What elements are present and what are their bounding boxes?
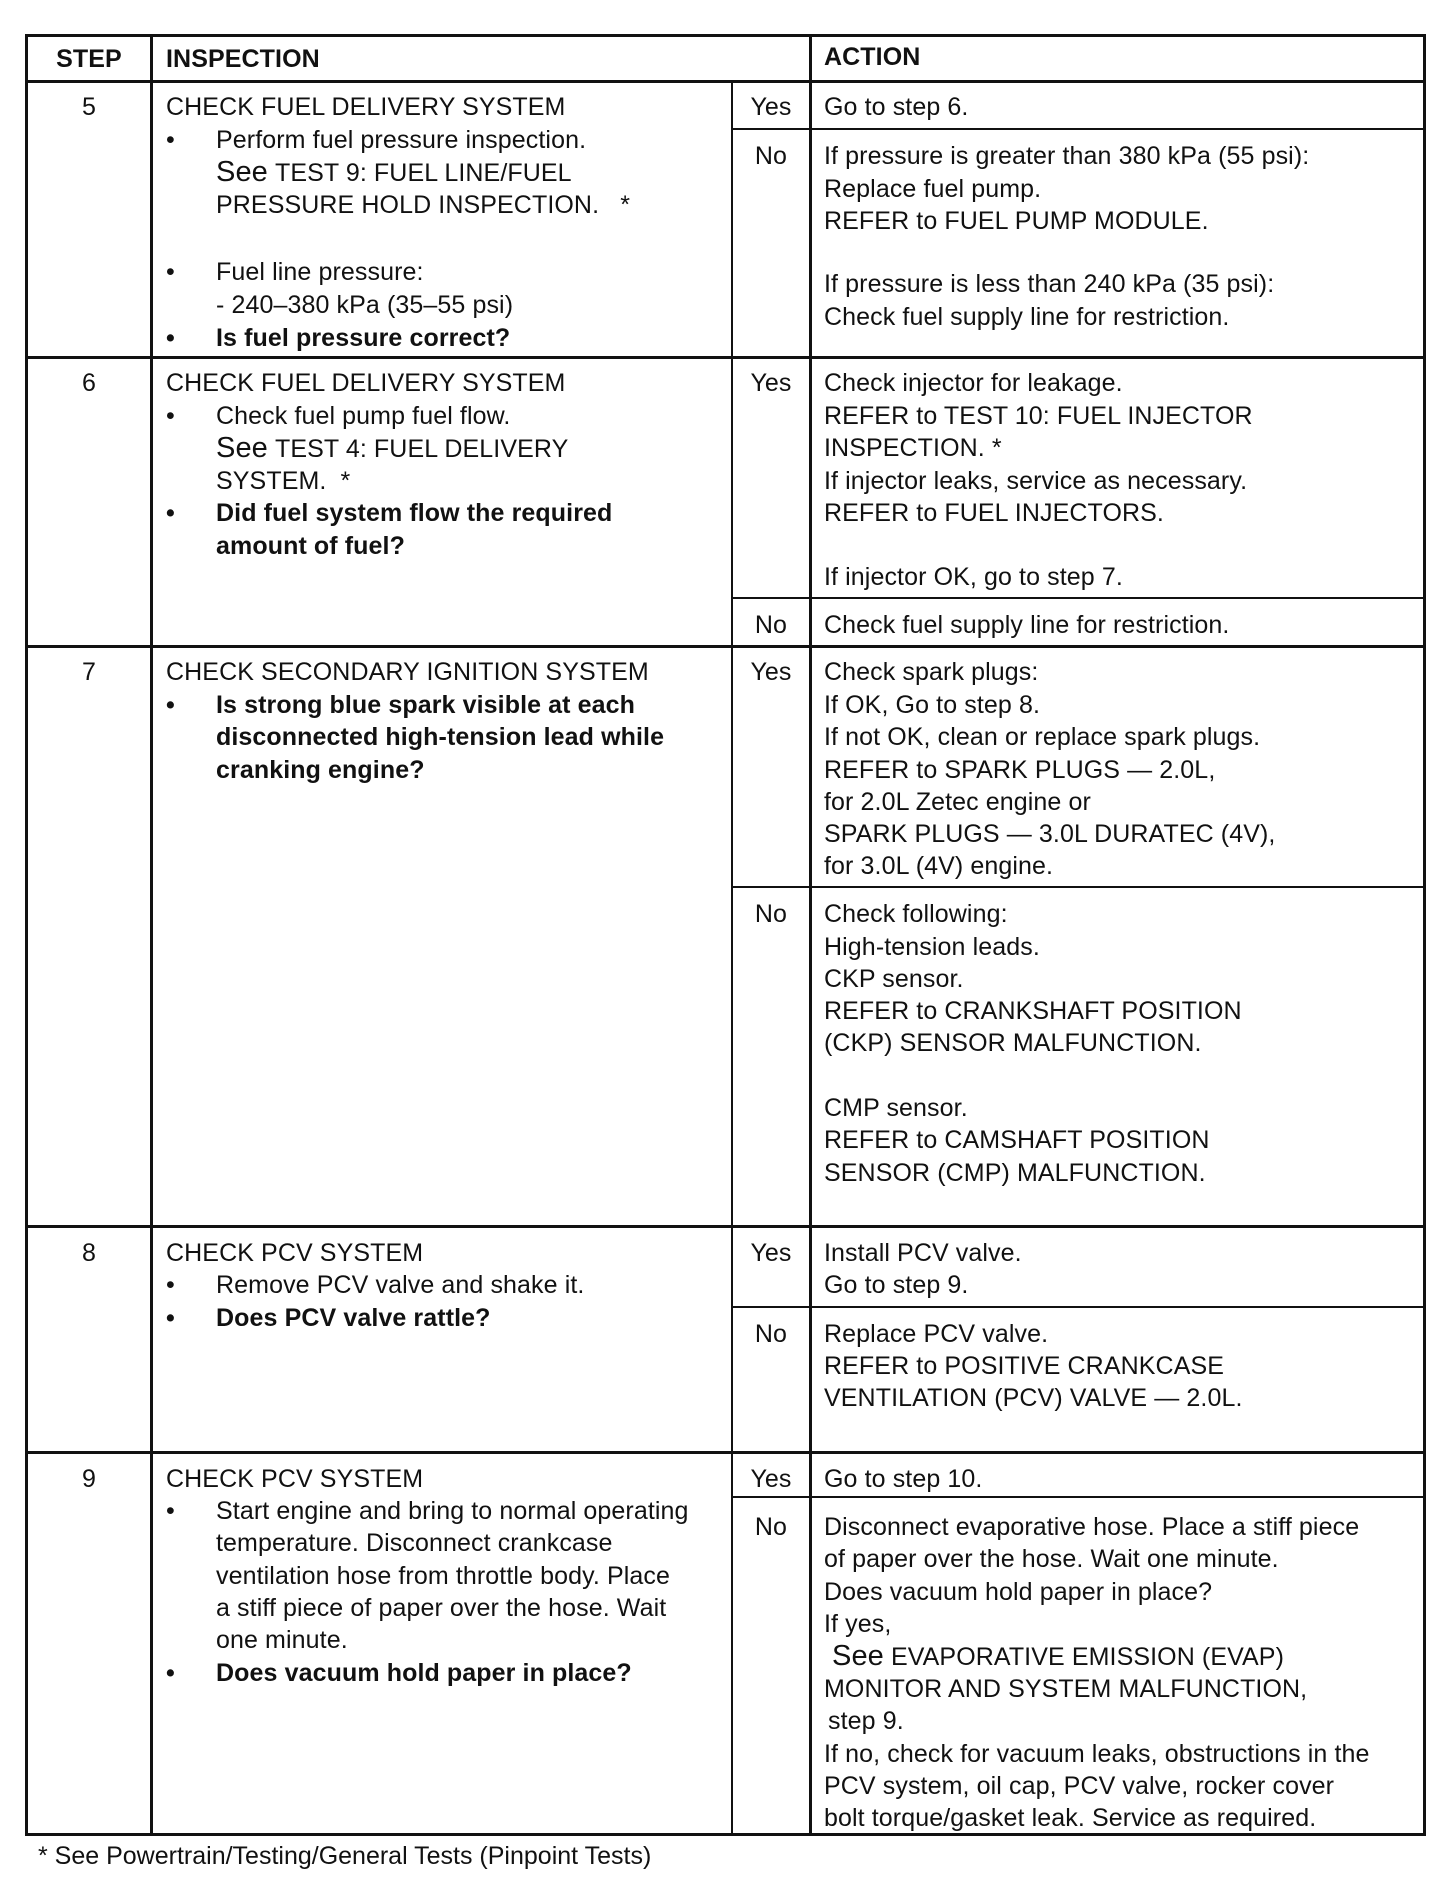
bullet-mark: • — [166, 1659, 175, 1687]
row-divider — [25, 356, 1426, 359]
action-line: Replace PCV valve. — [824, 1320, 1049, 1348]
bullet-question — [166, 689, 635, 722]
action-line: Go to step 9. — [824, 1271, 969, 1299]
bullet-item — [166, 1495, 689, 1528]
action-line: step 9. — [828, 1707, 904, 1735]
bullet-mark: • — [166, 324, 175, 352]
action-line: REFER to FUEL INJECTORS. — [824, 499, 1164, 527]
step-title: CHECK FUEL DELIVERY SYSTEM — [166, 369, 566, 397]
action-line: If injector OK, go to step 7. — [824, 563, 1123, 591]
no-label: No — [754, 1320, 788, 1348]
action-line: Check following: — [824, 900, 1008, 928]
action-text: Check fuel supply line for restriction. — [824, 611, 1230, 639]
step-title: CHECK FUEL DELIVERY SYSTEM — [166, 93, 566, 121]
step-title: CHECK PCV SYSTEM — [166, 1465, 424, 1493]
action-line: for 2.0L Zetec engine or — [824, 788, 1091, 816]
action-line: bolt torque/gasket leak. Service as required. — [824, 1804, 1317, 1832]
header-inspection: INSPECTION — [166, 45, 320, 73]
s8-yes-divider — [731, 1306, 1426, 1308]
action-text: Go to step 10. — [824, 1465, 983, 1493]
bullet-text: a stiff piece of paper over the hose. Wait — [216, 1594, 667, 1622]
action-line: INSPECTION. * — [824, 434, 1002, 462]
action-text: Go to step 6. — [824, 93, 969, 121]
see-word: See — [832, 1640, 884, 1672]
bullet-text: one minute. — [216, 1626, 348, 1654]
action-line: SPARK PLUGS — 3.0L DURATEC (4V), — [824, 820, 1276, 848]
question-text: Does vacuum hold paper in place? — [216, 1659, 632, 1687]
step-number: 9 — [81, 1465, 96, 1493]
no-label: No — [754, 1513, 788, 1541]
s7-yes-divider — [731, 886, 1426, 888]
yes-label: Yes — [750, 1239, 792, 1267]
question-text: cranking engine? — [216, 756, 425, 784]
no-label: No — [754, 142, 788, 170]
action-line: If OK, Go to step 8. — [824, 691, 1040, 719]
test-reference — [166, 465, 350, 498]
header-step: STEP — [56, 45, 122, 73]
bullet-text: Check fuel pump fuel flow. — [216, 402, 511, 430]
action-line: REFER to TEST 10: FUEL INJECTOR — [824, 402, 1253, 430]
action-line: MONITOR AND SYSTEM MALFUNCTION, — [824, 1675, 1308, 1703]
row-divider — [25, 1225, 1426, 1228]
action-line: REFER to CAMSHAFT POSITION — [824, 1126, 1210, 1154]
action-line: REFER to CRANKSHAFT POSITION — [824, 997, 1242, 1025]
bullet-mark: • — [166, 1271, 175, 1299]
step-number: 7 — [81, 658, 96, 686]
bullet-mark: • — [166, 1497, 175, 1525]
action-line: REFER to FUEL PUMP MODULE. — [824, 207, 1209, 235]
s9-yes-divider — [731, 1496, 1426, 1498]
step-number: 6 — [81, 369, 96, 397]
action-line: VENTILATION (PCV) VALVE — 2.0L. — [824, 1384, 1243, 1412]
yes-label: Yes — [750, 1465, 792, 1493]
test-reference — [832, 1640, 1284, 1674]
step-title: CHECK PCV SYSTEM — [166, 1239, 424, 1267]
spec-value: - 240–380 kPa (35–55 psi) — [216, 291, 514, 319]
action-line: If injector leaks, service as necessary. — [824, 467, 1248, 495]
bullet-text: Fuel line pressure: — [216, 258, 424, 286]
bullet-item — [166, 1269, 584, 1302]
bullet-item — [166, 400, 510, 433]
bullet-mark: • — [166, 258, 175, 286]
action-line: If no, check for vacuum leaks, obstructions in the — [824, 1740, 1370, 1768]
action-line: SENSOR (CMP) MALFUNCTION. — [824, 1159, 1206, 1187]
action-line: Replace fuel pump. — [824, 175, 1042, 203]
bullet-text: temperature. Disconnect crankcase — [216, 1529, 613, 1557]
step-number: 5 — [81, 93, 96, 121]
action-line: Disconnect evaporative hose. Place a stiff piece — [824, 1513, 1360, 1541]
action-line: If pressure is greater than 380 kPa (55 psi): — [824, 142, 1310, 170]
step-title: CHECK SECONDARY IGNITION SYSTEM — [166, 658, 649, 686]
action-line: If not OK, clean or replace spark plugs. — [824, 723, 1261, 751]
bullet-text: Perform fuel pressure inspection. — [216, 126, 587, 154]
action-line: High-tension leads. — [824, 933, 1040, 961]
question-text: Did fuel system flow the required — [216, 499, 613, 527]
bullet-mark: • — [166, 1304, 175, 1332]
action-line: of paper over the hose. Wait one minute. — [824, 1545, 1279, 1573]
col-divider-action — [809, 34, 812, 1836]
reference-text: SYSTEM. — [216, 467, 327, 495]
see-word: See — [216, 156, 268, 188]
action-line: Install PCV valve. — [824, 1239, 1022, 1267]
bullet-question — [166, 322, 510, 355]
action-line: REFER to SPARK PLUGS — 2.0L, — [824, 756, 1216, 784]
bullet-item — [166, 256, 424, 289]
question-text: Is strong blue spark visible at each — [216, 691, 636, 719]
action-line: If yes, — [824, 1610, 892, 1638]
yes-label: Yes — [750, 93, 792, 121]
bullet-question — [166, 497, 612, 530]
action-line: PCV system, oil cap, PCV valve, rocker cover — [824, 1772, 1335, 1800]
s6-yes-divider — [731, 597, 1426, 599]
action-line: Check fuel supply line for restriction. — [824, 303, 1230, 331]
bullet-question — [166, 1302, 491, 1335]
action-line: for 3.0L (4V) engine. — [824, 852, 1054, 880]
reference-text: TEST 4: FUEL DELIVERY — [274, 435, 569, 463]
footnote-star: * — [340, 467, 351, 495]
test-reference — [166, 189, 630, 222]
no-label: No — [754, 900, 788, 928]
header-divider — [25, 80, 1426, 83]
bullet-mark: • — [166, 126, 175, 154]
step-number: 8 — [81, 1239, 96, 1267]
no-label: No — [754, 611, 788, 639]
yes-label: Yes — [750, 658, 792, 686]
question-text: Is fuel pressure correct? — [216, 324, 511, 352]
question-text: Does PCV valve rattle? — [216, 1304, 491, 1332]
header-action: ACTION — [824, 43, 921, 71]
s5-yes-divider — [731, 128, 1426, 130]
action-line: Check injector for leakage. — [824, 369, 1123, 397]
test-reference — [166, 432, 568, 466]
row-divider — [25, 645, 1426, 648]
bullet-text: ventilation hose from throttle body. Place — [216, 1562, 670, 1590]
bullet-question — [166, 1657, 632, 1690]
col-divider-inspection — [731, 80, 733, 1836]
yes-label: Yes — [750, 369, 792, 397]
action-line: CMP sensor. — [824, 1094, 968, 1122]
action-line: Does vacuum hold paper in place? — [824, 1578, 1213, 1606]
action-line: (CKP) SENSOR MALFUNCTION. — [824, 1029, 1202, 1057]
reference-text: PRESSURE HOLD INSPECTION. — [216, 191, 600, 219]
footnote-star: * — [620, 191, 631, 219]
col-divider-step — [150, 34, 153, 1836]
reference-text: EVAPORATIVE EMISSION (EVAP) — [890, 1643, 1285, 1671]
footnote: * See Powertrain/Testing/General Tests (Pinpoint Tests) — [38, 1842, 652, 1870]
action-line: CKP sensor. — [824, 965, 964, 993]
question-text: disconnected high-tension lead while — [216, 723, 665, 751]
row-divider — [25, 1451, 1426, 1454]
bullet-item — [166, 124, 586, 157]
test-reference — [166, 156, 572, 190]
bullet-mark: • — [166, 499, 175, 527]
action-line: REFER to POSITIVE CRANKCASE — [824, 1352, 1225, 1380]
bullet-text: Start engine and bring to normal operating — [216, 1497, 689, 1525]
bullet-text: Remove PCV valve and shake it. — [216, 1271, 585, 1299]
bullet-mark: • — [166, 402, 175, 430]
reference-text: TEST 9: FUEL LINE/FUEL — [274, 159, 572, 187]
action-line: Check spark plugs: — [824, 658, 1039, 686]
see-word: See — [216, 432, 268, 464]
question-text: amount of fuel? — [216, 532, 405, 560]
bullet-mark: • — [166, 691, 175, 719]
action-line: If pressure is less than 240 kPa (35 psi): — [824, 270, 1275, 298]
